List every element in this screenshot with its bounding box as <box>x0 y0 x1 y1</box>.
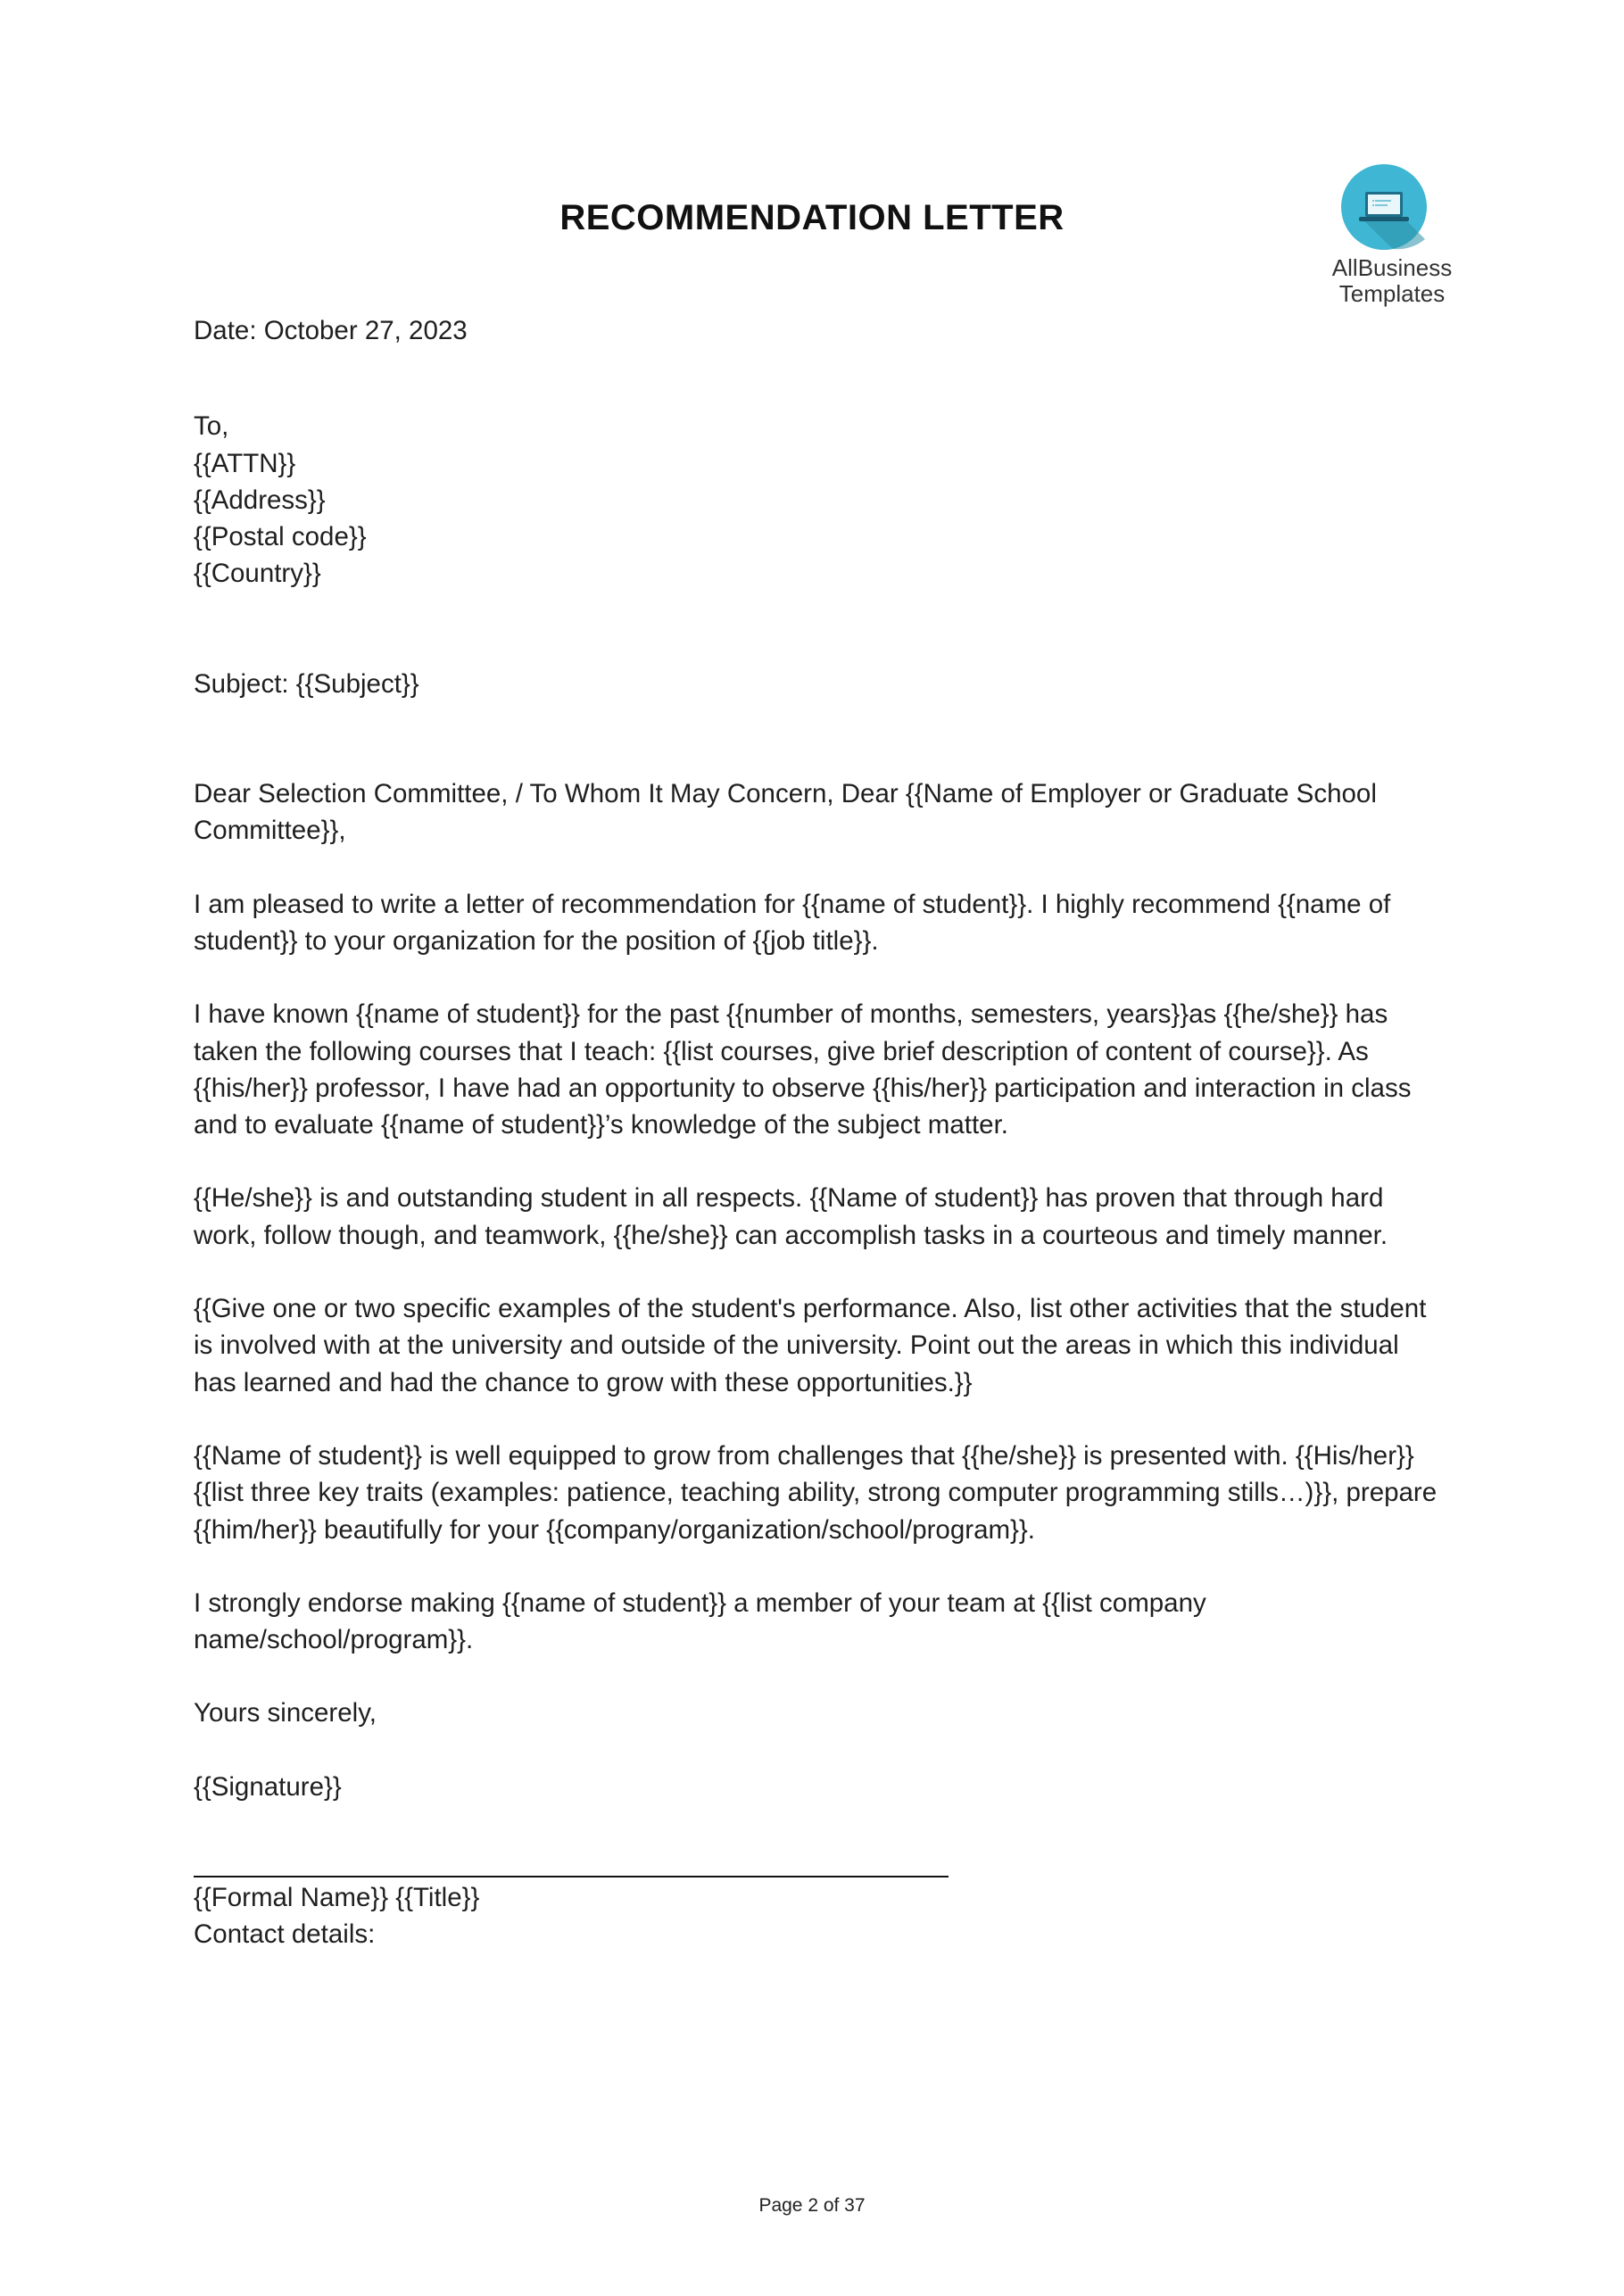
signer-contact-details: Contact details: <box>194 1919 376 1950</box>
letter-date: Date: October 27, 2023 <box>194 316 468 345</box>
recipient-country: {{Country}} <box>194 559 321 589</box>
body-paragraph-5: {{Name of student}} is well equipped to grow from challenges that {{he/she}} is presented with. {{His/her}}{{list three key traits (examples: patience, teaching ability, strong computer programming stills…)}}, prepare {{him/her}} beautifully for your {{company/organization/school/program}}. <box>194 1440 1438 1545</box>
letter-body <box>194 312 1443 1953</box>
signer-formal-name: {{Formal Name}} {{Title}} <box>194 1883 480 1913</box>
recipient-block <box>194 408 1443 592</box>
recipient-postal-code: {{Postal code}} <box>194 522 367 552</box>
brand-name <box>1285 255 1499 307</box>
page-title: RECOMMENDATION LETTER <box>559 198 1065 237</box>
brand-name-line1: AllBusiness <box>1331 254 1453 281</box>
recipient-address: {{Address}} <box>194 485 326 515</box>
body-paragraph-6: I strongly endorse making {{name of student}} a member of your team at {{list company name/school/program}}. <box>194 1587 1206 1655</box>
signature-placeholder: {{Signature}} <box>194 1771 342 1802</box>
letter-salutation: Dear Selection Committee, / To Whom It May Concern, Dear {{Name of Employer or Graduate School Committee}}, <box>194 779 1377 846</box>
body-paragraph-2: I have known {{name of student}} for the past {{number of months, semesters, years}}as {{he/she}} has taken the following courses that I teach: {{list courses, give brief description of content of course}}. As {{his/her}} professor, I have had an opportunity to observe {{his/her}} participation and interaction in class and to evaluate {{name of student}}’s knowledge of the subject matter. <box>194 999 1412 1140</box>
brand-name-line2: Templates <box>1338 280 1446 307</box>
body-paragraph-3: {{He/she}} is and outstanding student in all respects. {{Name of student}} has proven that through hard work, follow though, and teamwork, {{he/she}} can accomplish tasks in a courteous and timely manner. <box>194 1183 1388 1250</box>
page-number: Page 2 of 37 <box>758 2195 866 2216</box>
body-paragraph-1: I am pleased to write a letter of recommendation for {{name of student}}. I highly recommend {{name of student}} to your organization for the position of {{job title}}. <box>194 889 1391 956</box>
recipient-to: To, <box>194 411 229 442</box>
letter-closing: Yours sincerely, <box>194 1698 377 1728</box>
laptop-icon <box>1339 162 1429 252</box>
letter-subject: Subject: {{Subject}} <box>194 668 419 699</box>
recipient-attn: {{ATTN}} <box>194 448 296 478</box>
signature-line <box>194 1876 949 1877</box>
brand-logo <box>1285 162 1499 314</box>
body-paragraph-4: {{Give one or two specific examples of the student's performance. Also, list other activities that the student is involved with at the university and outside of the university. Point out the areas in which this individual has learned and had the chance to grow with these opportunities.}} <box>194 1294 1427 1397</box>
